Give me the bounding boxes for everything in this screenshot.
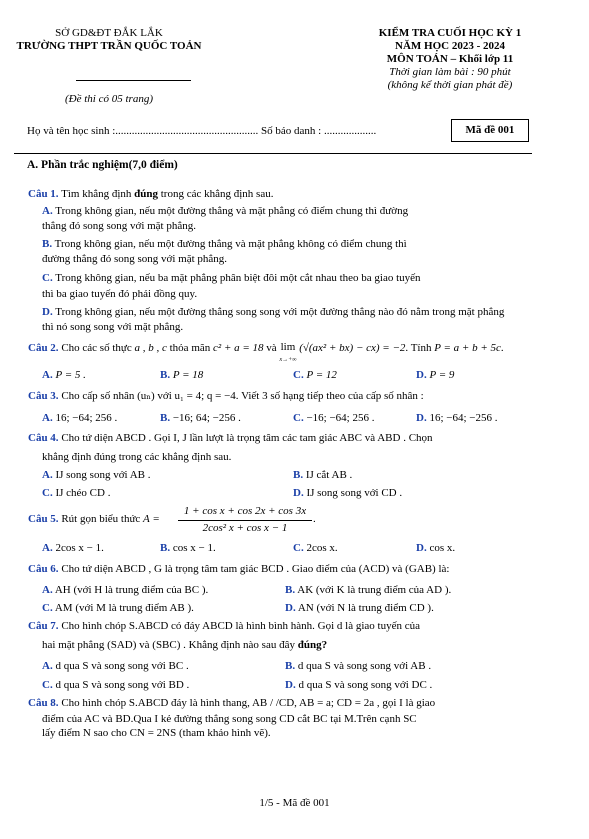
option-label: D. bbox=[416, 369, 427, 381]
option-label: B. bbox=[160, 542, 171, 554]
target-formula: P = a + b + 5c bbox=[434, 342, 501, 354]
option-text: Trong không gian, nếu một đường thẳng và mặt phẳng không có điểm chung thì bbox=[54, 238, 407, 250]
option-label: B. bbox=[285, 584, 296, 596]
option-text: AK (với K là trung điểm của AD ). bbox=[297, 584, 452, 596]
q3-option-a[interactable] bbox=[42, 412, 117, 425]
option-label: C. bbox=[42, 679, 53, 691]
q3-option-c[interactable] bbox=[293, 412, 374, 425]
question-6 bbox=[28, 563, 568, 576]
option-text: cos x. bbox=[429, 542, 456, 554]
exam-code: Mã đề 001 bbox=[465, 124, 515, 136]
q1-option-b-cont: đường thẳng đó song song với mặt phẳng. bbox=[42, 253, 228, 265]
question-number: Câu 1. bbox=[28, 188, 59, 200]
option-label: C. bbox=[293, 369, 304, 381]
question-3 bbox=[28, 390, 568, 403]
question-4 bbox=[28, 432, 568, 445]
fraction-denominator: 2cos² x + cos x − 1 bbox=[202, 522, 288, 534]
option-label: A. bbox=[42, 369, 53, 381]
option-text: P = 18 bbox=[172, 369, 204, 381]
question-text: thỏa mãn bbox=[166, 342, 214, 354]
option-text: −16; 64; −256 . bbox=[172, 412, 241, 424]
option-text: Trong không gian, nếu ba mặt phẳng phân biệt đôi một cắt nhau theo ba giao tuyến bbox=[55, 272, 421, 284]
question-text: Cho tứ diện ABCD , G là trọng tâm tam giác BCD . Giao điểm của (ACD) và (GAB) là: bbox=[58, 563, 450, 575]
variables: a , b , c bbox=[134, 342, 167, 354]
limit-subscript: x→+∞ bbox=[279, 357, 297, 363]
question-emphasis: đúng? bbox=[297, 639, 328, 651]
question-text: hai mặt phẳng (SAD) và (SBC) . Khẳng định nào sau đây bbox=[42, 639, 298, 651]
q1-option-d[interactable] bbox=[42, 306, 504, 319]
q6-option-c[interactable] bbox=[42, 602, 194, 615]
option-text: d qua S và song song với BD . bbox=[55, 679, 190, 691]
option-text: IJ cắt AB . bbox=[305, 469, 353, 481]
q1-option-a[interactable] bbox=[42, 205, 408, 218]
option-text: 2cos x. bbox=[306, 542, 338, 554]
option-label: B. bbox=[160, 412, 171, 424]
question-8 bbox=[28, 697, 568, 710]
q7-option-a[interactable] bbox=[42, 660, 189, 673]
student-divider bbox=[14, 153, 532, 154]
question-1 bbox=[28, 188, 568, 201]
subject-title: MÔN TOÁN – Khối lớp 11 bbox=[386, 53, 514, 65]
q1-option-c[interactable] bbox=[42, 272, 421, 285]
header-divider bbox=[76, 80, 191, 81]
question-number: Câu 3. bbox=[28, 390, 59, 402]
question-text: Rút gọn biểu thức bbox=[58, 513, 144, 525]
question-number: Câu 2. bbox=[28, 342, 59, 354]
time-allowed: Thời gian làm bài : 90 phút bbox=[389, 66, 511, 78]
q4-option-d[interactable] bbox=[293, 487, 402, 500]
q2-option-b[interactable] bbox=[160, 369, 203, 382]
question-7 bbox=[28, 620, 568, 633]
fraction-bar bbox=[178, 520, 312, 521]
question-text: . Tính bbox=[405, 342, 435, 354]
question-number: Câu 7. bbox=[28, 620, 59, 632]
q1-option-c-cont: thì ba giao tuyến đó phải đồng quy. bbox=[42, 288, 198, 300]
question-7-cont bbox=[42, 639, 327, 652]
option-label: B. bbox=[293, 469, 304, 481]
student-info-line: Họ và tên học sinh :.................................................... Số báo danh : ................... bbox=[27, 125, 377, 137]
option-label: D. bbox=[416, 412, 427, 424]
question-text: Cho cấp số nhân (uₙ) với u₁ = 4; q = −4. Viết 3 số hạng tiếp theo của cấp số nhân : bbox=[58, 390, 424, 402]
q3-option-d[interactable] bbox=[416, 412, 497, 425]
q5-option-a[interactable] bbox=[42, 542, 104, 555]
department-name: SỞ GD&ĐT ĐẮK LẮK bbox=[55, 27, 163, 39]
option-text: cos x − 1. bbox=[172, 542, 216, 554]
option-text: d qua S và song song với AB . bbox=[297, 660, 432, 672]
option-label: A. bbox=[42, 412, 53, 424]
q7-option-d[interactable] bbox=[285, 679, 432, 692]
option-label: D. bbox=[285, 602, 296, 614]
q7-option-c[interactable] bbox=[42, 679, 189, 692]
option-label: B. bbox=[42, 238, 53, 250]
limit-operator bbox=[279, 342, 296, 364]
option-text: Trong không gian, nếu một đường thẳng và mặt phẳng có điểm chung thì đường bbox=[55, 205, 409, 217]
q6-option-d[interactable] bbox=[285, 602, 434, 615]
question-text: Cho hình chóp S.ABCD đáy là hình thang, AB / /CD, AB = a; CD = 2a , gọi I là giao bbox=[58, 697, 436, 709]
limit-label: lim bbox=[280, 341, 296, 353]
q2-option-a[interactable] bbox=[42, 369, 86, 382]
limit-expression: (√(ax² + bx) − cx) = −2 bbox=[299, 342, 406, 354]
option-text: −16; −64; 256 . bbox=[306, 412, 375, 424]
question-number: Câu 4. bbox=[28, 432, 59, 444]
q5-option-b[interactable] bbox=[160, 542, 216, 555]
option-label: A. bbox=[42, 584, 53, 596]
question-8-line-2: điểm của AC và BD.Qua I kẻ đường thẳng song song CD cắt BC tại M.Trên cạnh SC bbox=[42, 713, 417, 725]
q4-option-c[interactable] bbox=[42, 487, 110, 500]
option-label: B. bbox=[285, 660, 296, 672]
option-label: A. bbox=[42, 469, 53, 481]
q7-option-b[interactable] bbox=[285, 660, 431, 673]
q1-option-d-cont: thì nó song song với mặt phẳng. bbox=[42, 321, 184, 333]
option-text: P = 9 bbox=[429, 369, 455, 381]
section-title: A. Phần trắc nghiệm(7,0 điểm) bbox=[27, 159, 178, 171]
q6-option-b[interactable] bbox=[285, 584, 451, 597]
q6-option-a[interactable] bbox=[42, 584, 208, 597]
option-text: AN (với N là trung điểm CD ). bbox=[297, 602, 434, 614]
question-number: Câu 8. bbox=[28, 697, 59, 709]
time-note: (không kể thời gian phát đề) bbox=[387, 79, 513, 91]
option-label: C. bbox=[42, 487, 53, 499]
q4-option-b[interactable] bbox=[293, 469, 352, 482]
fraction-lhs: A = bbox=[143, 513, 160, 525]
condition-formula: c² + a = 18 bbox=[213, 342, 264, 354]
option-text: 16; −64; −256 . bbox=[429, 412, 498, 424]
q1-option-b[interactable] bbox=[42, 238, 407, 251]
option-text: AM (với M là trung điểm AB ). bbox=[54, 602, 194, 614]
question-2: Câu 2. Cho các số thực a , b , c thỏa mãn c² + a = 18 và lim x→+∞ (√(ax² + bx) − cx) = −2. Tính P = a + b + 5c. bbox=[28, 341, 504, 363]
option-text: d qua S và song song với DC . bbox=[298, 679, 433, 691]
option-label: D. bbox=[285, 679, 296, 691]
question-text: Cho tứ diện ABCD . Gọi I, J lần lượt là trọng tâm các tam giác ABC và ABD . Chọn bbox=[58, 432, 433, 444]
option-text: P = 5 . bbox=[55, 369, 86, 381]
option-label: A. bbox=[42, 542, 53, 554]
page-count-note: (Đề thi có 05 trang) bbox=[65, 93, 153, 105]
option-label: A. bbox=[42, 205, 53, 217]
q4-option-a[interactable] bbox=[42, 469, 151, 482]
question-text: Cho hình chóp S.ABCD có đáy ABCD là hình bình hành. Gọi d là giao tuyến của bbox=[58, 620, 420, 632]
page-footer: 1/5 - Mã đề 001 bbox=[259, 797, 330, 809]
question-8-line-3: lấy điểm N sao cho CN = 2NS (tham khảo hình vẽ). bbox=[42, 727, 271, 739]
option-text: IJ song song với AB . bbox=[55, 469, 151, 481]
q1-option-a-cont: thẳng đó song song với mặt phẳng. bbox=[42, 220, 196, 232]
q3-option-b[interactable] bbox=[160, 412, 241, 425]
question-emphasis: đúng bbox=[134, 188, 158, 200]
option-text: IJ chéo CD . bbox=[55, 487, 111, 499]
option-label: D. bbox=[416, 542, 427, 554]
option-label: C. bbox=[42, 272, 53, 284]
q5-option-c[interactable] bbox=[293, 542, 338, 555]
option-text: AH (với H là trung điểm của BC ). bbox=[54, 584, 209, 596]
question-number: Câu 5. bbox=[28, 513, 59, 525]
exam-code-box bbox=[451, 119, 529, 142]
question-text: Cho các số thực bbox=[58, 342, 135, 354]
q2-option-c[interactable] bbox=[293, 369, 337, 382]
option-text: 2cos x − 1. bbox=[55, 542, 104, 554]
option-label: A. bbox=[42, 660, 53, 672]
question-text: Tìm khẳng định bbox=[58, 188, 135, 200]
option-label: D. bbox=[42, 306, 53, 318]
option-label: D. bbox=[293, 487, 304, 499]
option-text: IJ song song với CD . bbox=[306, 487, 403, 499]
option-label: C. bbox=[293, 542, 304, 554]
fraction-numerator: 1 + cos x + cos 2x + cos 3x bbox=[183, 505, 307, 517]
option-label: B. bbox=[160, 369, 171, 381]
question-number: Câu 6. bbox=[28, 563, 59, 575]
option-text: d qua S và song song với BC . bbox=[55, 660, 189, 672]
question-text: trong các khẳng định sau. bbox=[158, 188, 274, 200]
q2-option-d[interactable] bbox=[416, 369, 454, 382]
option-text: 16; −64; 256 . bbox=[55, 412, 118, 424]
exam-title: KIỂM TRA CUỐI HỌC KỲ 1 bbox=[378, 27, 522, 39]
option-label: C. bbox=[42, 602, 53, 614]
school-name: TRƯỜNG THPT TRẦN QUỐC TOẢN bbox=[16, 40, 202, 52]
option-text: P = 12 bbox=[306, 369, 337, 381]
question-text: và bbox=[263, 342, 280, 354]
option-label: C. bbox=[293, 412, 304, 424]
question-4-cont: khẳng định đúng trong các khẳng định sau. bbox=[42, 451, 232, 463]
q5-option-d[interactable] bbox=[416, 542, 455, 555]
fraction-period: . bbox=[313, 513, 316, 525]
option-text: Trong không gian, nếu một đường thẳng song song với một đường thẳng nào đó nằm trong mặt phẳng bbox=[55, 306, 505, 318]
school-year: NĂM HỌC 2023 - 2024 bbox=[395, 40, 505, 52]
